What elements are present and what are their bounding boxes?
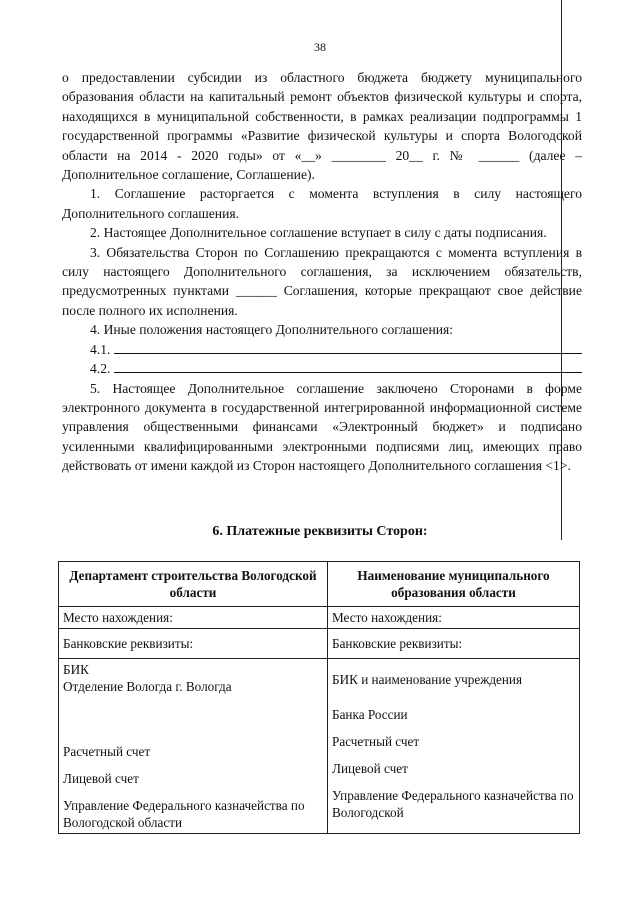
clause-4-1-blank — [114, 340, 582, 354]
right-bank-russia: Банка России — [332, 707, 408, 722]
header-left: Департамент строительства Вологодской области — [59, 562, 328, 607]
requisites-table — [58, 561, 580, 834]
intro-paragraph: о предоставлении субсидии из областного бюджета бюджету муниципального образования области на капитальный ремонт объектов физической культуры и спорта, находящихся в муниципальной собственности, в рамках реализации подпрограммы 1 государственной программы «Развитие физической культуры и спорта Вологодской области на 2014 - 2020 годы» от «__» ________ 20__ г. № ______ (далее – Дополнительное соглашение, Соглашение). — [62, 70, 582, 183]
left-bik: БИК — [63, 662, 89, 677]
clause-3: 3. Обязательства Сторон по Соглашению прекращаются с момента вступления в силу настоящего Дополнительного соглашения, за исключением обязательств, предусмотренных пунктами ______ Соглашения, которые прекращают свое действие после полного их исполнения. — [62, 244, 582, 318]
left-personal: Лицевой счет — [63, 771, 139, 786]
left-account: Расчетный счет — [63, 744, 151, 759]
left-spacer — [63, 695, 323, 733]
page-number: 38 — [314, 40, 326, 54]
right-location: Место нахождения: — [328, 607, 580, 629]
clause-4-2-line — [62, 359, 582, 378]
left-bank: Банковские реквизиты: — [59, 629, 328, 659]
clause-4-1-line — [62, 340, 582, 359]
clause-5: 5. Настоящее Дополнительное соглашение заключено Сторонами в форме электронного документа в государственной интегрированной информационной системе управления общественными финансами «Электронный бюджет» и подписано усиленными квалифицированными электронными подписями лиц, имеющих право действовать от имени каждой из Сторон настоящего Дополнительного соглашения <1>. — [62, 380, 582, 474]
right-bank: Банковские реквизиты: — [328, 629, 580, 659]
right-treasury: Управление Федерального казначейства по Вологодской — [332, 788, 574, 820]
document-body — [62, 68, 582, 476]
clause-2: 2. Настоящее Дополнительное соглашение вступает в силу с даты подписания. — [90, 225, 547, 241]
left-location: Место нахождения: — [59, 607, 328, 629]
clause-1: 1. Соглашение расторгается с момента вступления в силу настоящего Дополнительного соглашения. — [62, 186, 582, 221]
left-branch: Отделение Вологда г. Вологда — [63, 679, 232, 694]
left-details-cell — [59, 659, 328, 834]
clause-4-1-label: 4.1. — [90, 341, 111, 357]
clause-4-2-label: 4.2. — [90, 361, 111, 377]
left-treasury: Управление Федерального казначейства по Вологодской области — [63, 798, 305, 830]
right-details-cell — [328, 659, 580, 834]
clause-4-2-blank — [114, 359, 582, 373]
right-account: Расчетный счет — [332, 734, 420, 749]
header-right: Наименование муниципального образования области — [328, 562, 580, 607]
right-bik: БИК и наименование учреждения — [332, 672, 523, 687]
right-personal: Лицевой счет — [332, 761, 408, 776]
section-title: 6. Платежные реквизиты Сторон: — [212, 524, 428, 539]
clause-4: 4. Иные положения настоящего Дополнительного соглашения: — [90, 322, 454, 338]
